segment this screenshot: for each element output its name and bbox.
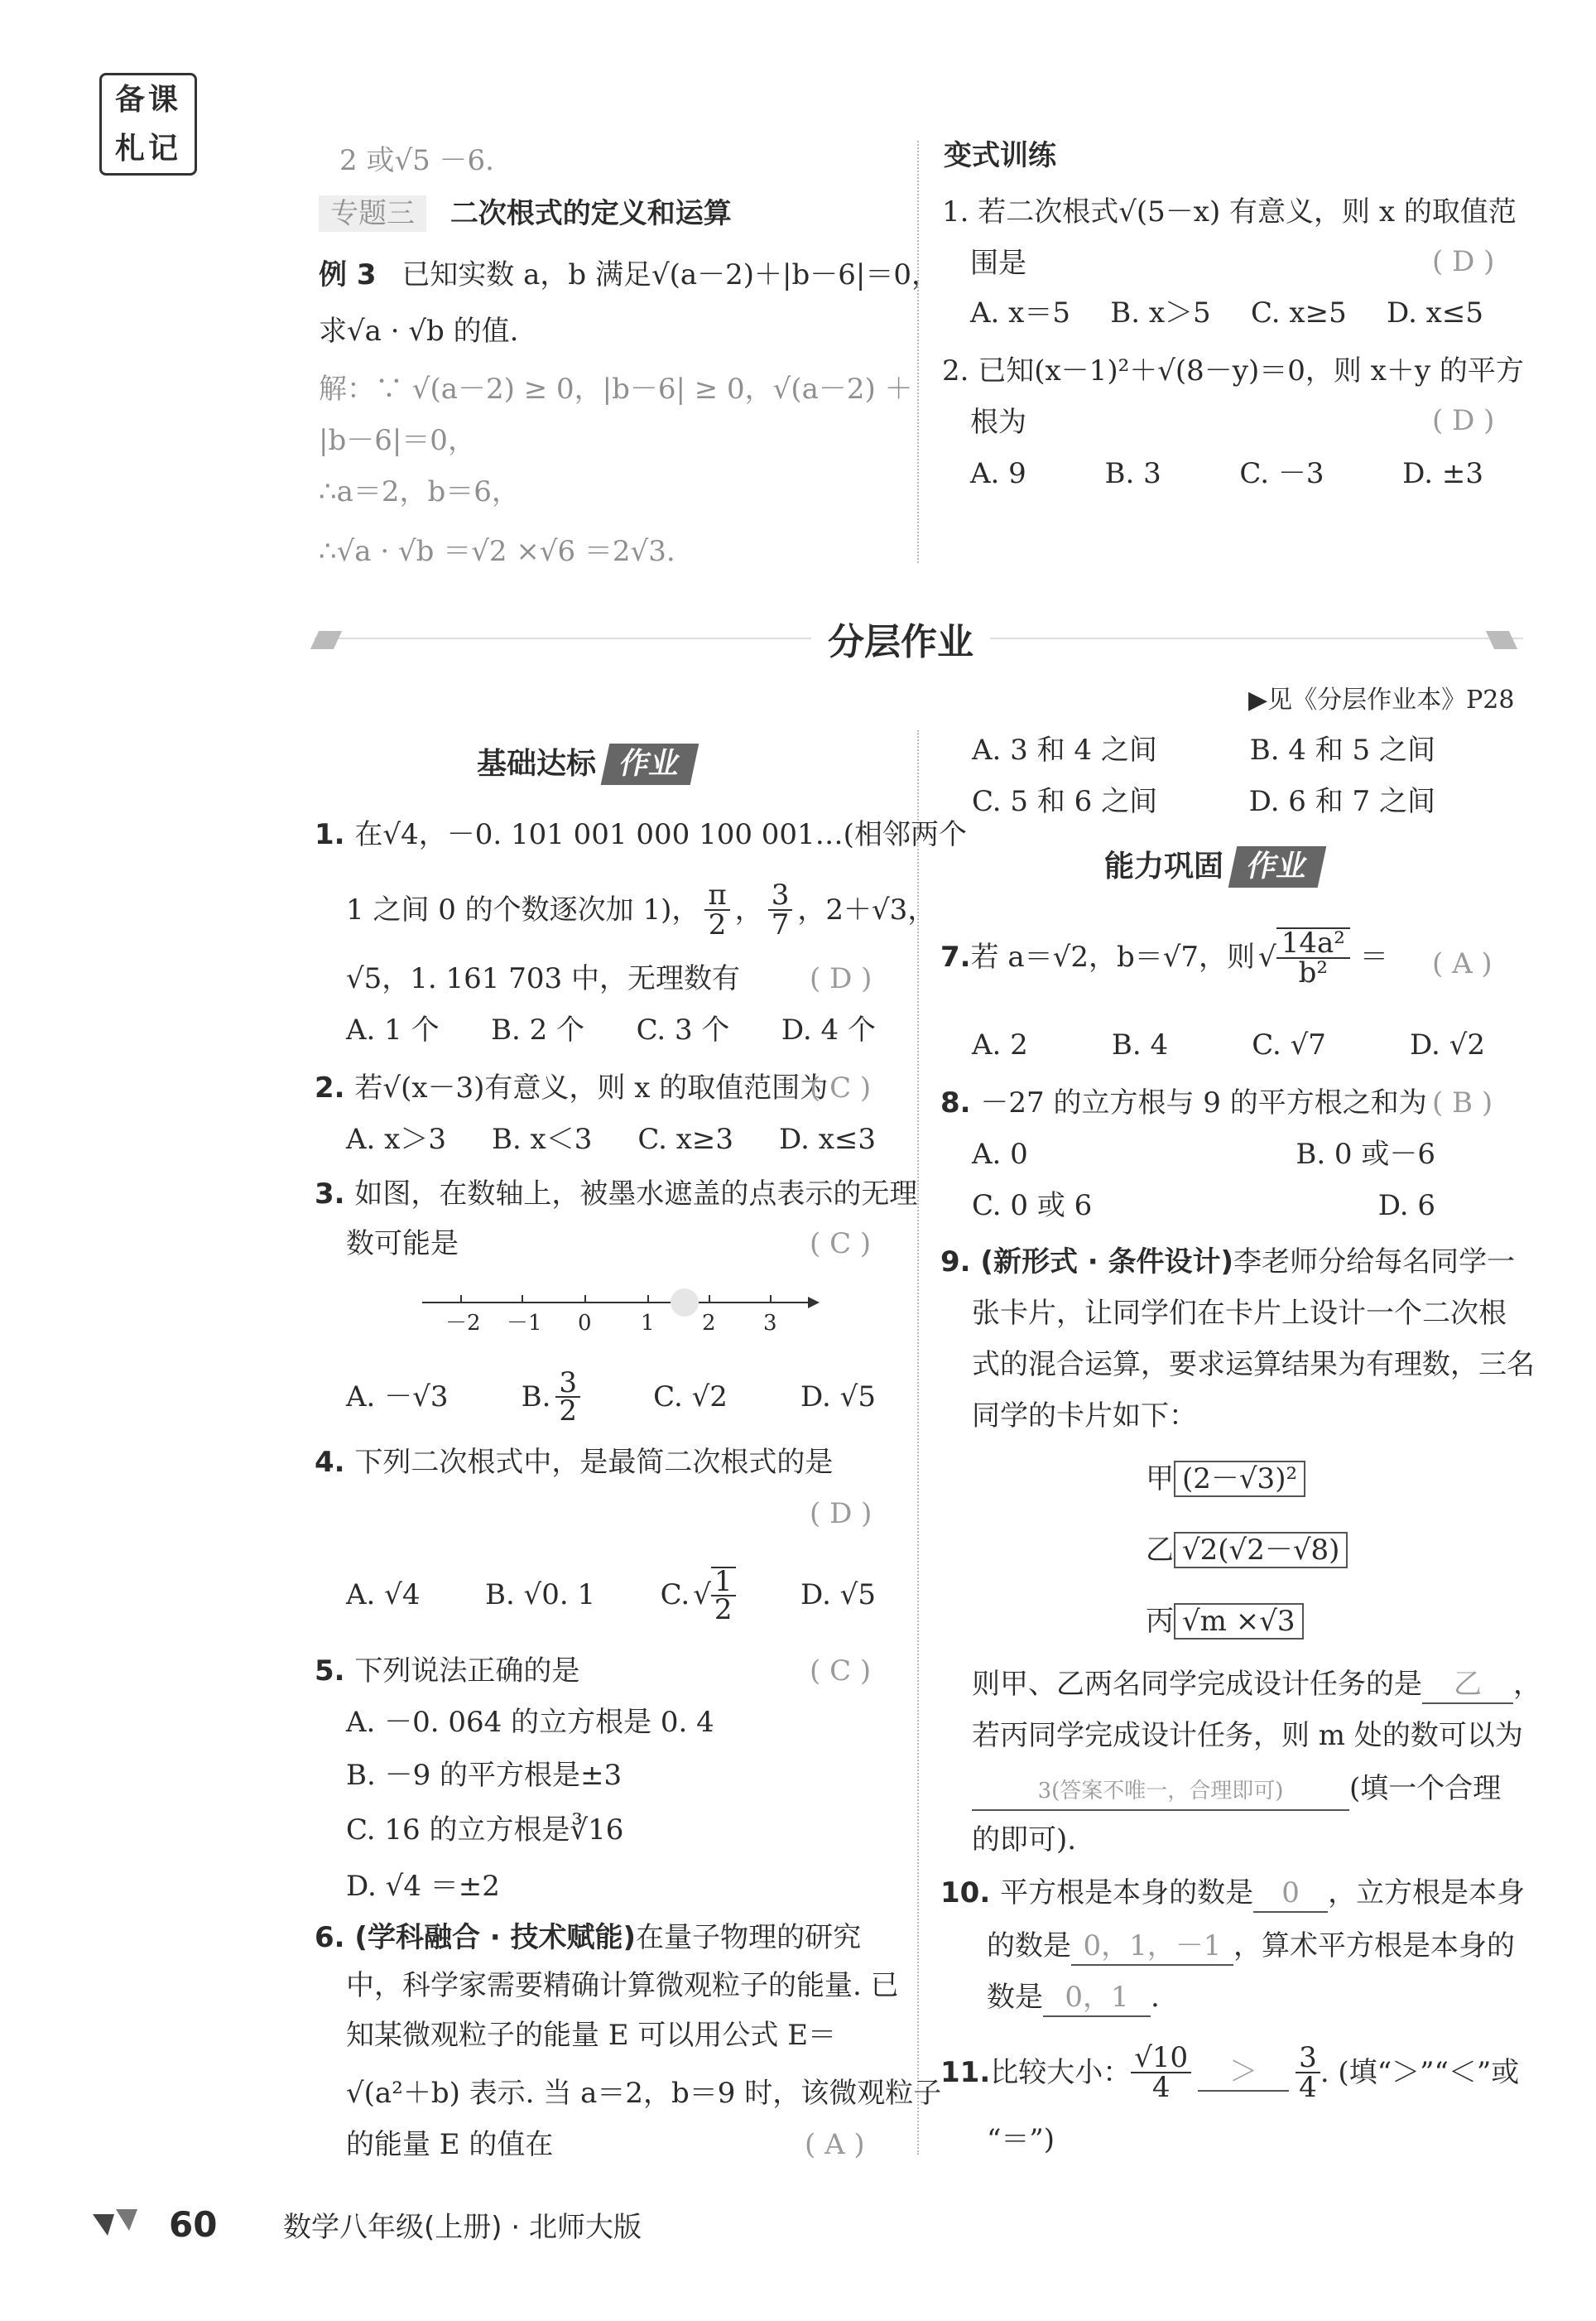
- q2-answer: ( C ): [810, 1071, 872, 1105]
- option-a: A. 3 和 4 之间: [972, 734, 1157, 767]
- q6-answer: ( A ): [805, 2128, 865, 2161]
- option-d: D. 6 和 7 之间: [1248, 785, 1435, 818]
- q9-line3: 式的混合运算，要求运算结果为有理数，三名: [972, 1348, 1535, 1381]
- band-right-mark-icon: [1486, 631, 1517, 649]
- q6-line3: 知某微观粒子的能量 E 可以用公式 E＝: [346, 2019, 837, 2052]
- variant-q2-options: [970, 455, 1483, 492]
- q6-tag: (学科融合 · 技术赋能): [354, 1921, 637, 1954]
- q10-text1: 平方根是本身的数是: [1000, 1876, 1254, 1909]
- q5-number: 5.: [315, 1654, 355, 1688]
- option-c: C. 0 或 6: [972, 1189, 1093, 1222]
- q1-answer: ( D ): [810, 962, 873, 995]
- q1-line1: [315, 816, 967, 853]
- variant-training-title: 变式训练: [944, 139, 1056, 172]
- q9-number: 9.: [940, 1245, 981, 1278]
- q6-number: 6.: [315, 1921, 355, 1954]
- card-bing: [1146, 1603, 1304, 1640]
- card-owner: 乙: [1146, 1534, 1174, 1567]
- q7-fraction: 14a² b²: [1276, 927, 1350, 987]
- q4-line: [315, 1444, 833, 1481]
- option-b: B. √0. 1: [484, 1578, 596, 1611]
- q5-option-c: C. 16 的立方根是∛16: [346, 1813, 624, 1847]
- option-c: C. √ 1 2: [661, 1567, 736, 1623]
- option-b: B. 3 2: [522, 1370, 580, 1424]
- q11-right-fraction: 3 4: [1296, 2044, 1320, 2102]
- q8-options-row1: [972, 1136, 1435, 1173]
- option-c: C. －3: [1239, 457, 1324, 490]
- q1-text: 在√4，－0. 101 001 000 100 001…(相邻两个: [354, 818, 967, 851]
- prev-answer-line: 2 或√5 －6.: [339, 144, 494, 177]
- q10-line1: [940, 1875, 1525, 1913]
- q10-line3: 数是 0，1 .: [987, 1979, 1160, 2017]
- card-owner: 甲: [1146, 1462, 1174, 1495]
- tick-mark: [460, 1295, 462, 1303]
- example-3-line1: [319, 257, 940, 293]
- frac-3-over-7: 3 7: [768, 881, 793, 939]
- q5-line: [315, 1653, 579, 1689]
- number-line: [422, 1285, 820, 1343]
- variant-q1-options: [970, 295, 1483, 331]
- q10-answer-2: 0，1，－1: [1071, 1928, 1233, 1966]
- variant-q2-answer: ( D ): [1432, 404, 1495, 437]
- solution-line1: 解：∵ √(a－2) ≥ 0，|b－6| ≥ 0，√(a－2) ＋: [319, 373, 913, 406]
- q4-answer: ( D ): [810, 1497, 873, 1530]
- option-d: D. √5: [800, 1578, 876, 1611]
- q10-answer-3: 0，1: [1043, 1979, 1151, 2017]
- q11-line1: [940, 2041, 1520, 2104]
- q3-answer: ( C ): [810, 1227, 872, 1260]
- q4-options: [346, 1565, 876, 1626]
- q9-answer-2: 3(答案不唯一，合理即可): [972, 1773, 1349, 1811]
- variant-q1-answer: ( D ): [1432, 245, 1495, 278]
- basic-header-tag: 作业: [601, 744, 699, 785]
- ability-header-tag: 作业: [1228, 846, 1327, 888]
- option-a: A. 9: [970, 457, 1026, 490]
- q8-line: [940, 1085, 1427, 1121]
- option-c: C. x≥5: [1251, 296, 1347, 330]
- q2-options: [346, 1121, 876, 1158]
- q2-number: 2.: [315, 1071, 355, 1105]
- q10-line2: [987, 1928, 1515, 1966]
- q9-line2: 张卡片，让同学们在卡片上设计一个二次根: [972, 1297, 1507, 1330]
- variant-q2-line1: 2. 已知(x－1)²＋√(8－y)＝0，则 x＋y 的平方: [942, 354, 1524, 388]
- option-d: D. 6: [1377, 1189, 1435, 1222]
- q5-option-a: A. －0. 064 的立方根是 0. 4: [346, 1706, 714, 1739]
- q9-line7: [972, 1770, 1501, 1811]
- band-left-mark-icon: [310, 631, 342, 649]
- example-3-line2: 求√a · √b 的值.: [319, 315, 519, 348]
- card-expression: √m ×√3: [1174, 1603, 1304, 1640]
- q11-line2: “＝”): [987, 2123, 1055, 2156]
- q1-number: 1.: [315, 818, 355, 851]
- q7-text: 若 a＝√2，b＝√7，则: [970, 941, 1256, 974]
- q3-line1: [315, 1176, 917, 1212]
- q3-text: 如图，在数轴上，被墨水遮盖的点表示的无理: [354, 1177, 918, 1211]
- q3-number: 3.: [315, 1177, 355, 1211]
- q5-answer: ( C ): [810, 1654, 872, 1688]
- arrow-right-icon: [808, 1297, 820, 1308]
- option-a: A. 2: [972, 1028, 1028, 1062]
- q9-line4: 同学的卡片如下：: [972, 1399, 1197, 1433]
- option-a: A. √4: [346, 1578, 421, 1611]
- q11-number: 11.: [940, 2056, 991, 2089]
- q9-text: 李老师分给每名同学一: [1233, 1245, 1516, 1278]
- basic-header-title: 基础达标: [477, 747, 597, 781]
- option-a: A. x＝5: [970, 296, 1070, 330]
- q5-option-d: D. √4 ＝±2: [346, 1870, 500, 1903]
- q11-answer: ＞: [1198, 2054, 1289, 2092]
- card-yi: [1146, 1532, 1348, 1568]
- solution-line3: ∴a＝2，b＝6，: [319, 475, 520, 508]
- footer-ornament-icon: [89, 2206, 139, 2239]
- q10-text2-tail: ，算术平方根是本身的: [1233, 1929, 1515, 1962]
- solution-line2: |b－6|＝0，: [319, 424, 476, 457]
- card-owner: 丙: [1146, 1605, 1174, 1638]
- q10-text3: 数是: [987, 1981, 1043, 2014]
- q9-line5: 则甲、乙两名同学完成设计任务的是 乙 ，: [972, 1666, 1541, 1704]
- ability-header-title: 能力巩固: [1104, 850, 1224, 884]
- tick-mark: [709, 1295, 710, 1303]
- topic-title: 二次根式的定义和运算: [449, 197, 732, 230]
- q6-line5: 的能量 E 的值在: [346, 2128, 554, 2161]
- solution-line4: ∴√a · √b ＝√2 ×√6 ＝2√3.: [319, 535, 675, 568]
- option-a: A. 1 个: [346, 1014, 440, 1047]
- variant-q1-line2: 围是: [970, 247, 1026, 280]
- option-a: A. －√3: [346, 1380, 449, 1413]
- q10-text1-tail: ，立方根是本身: [1328, 1876, 1526, 1909]
- q9-line8: 的即可).: [972, 1823, 1077, 1856]
- q10-text2: 的数是: [987, 1929, 1071, 1962]
- q6-line2: 中，科学家需要精确计算微观粒子的能量. 已: [346, 1969, 899, 2002]
- notes-stamp: [99, 73, 197, 176]
- card-jia: [1146, 1461, 1305, 1497]
- tick-mark: [647, 1295, 649, 1303]
- stamp-row-1: 备课: [114, 82, 182, 117]
- q1-text2-tail: ，2＋√3，: [797, 893, 936, 927]
- q11-left-fraction: √10 4: [1131, 2044, 1191, 2102]
- tick-label: －1: [507, 1311, 542, 1336]
- option-a: A. 0: [972, 1138, 1028, 1171]
- ability-header: [1104, 846, 1322, 888]
- q9-line1: [940, 1244, 1515, 1280]
- q8-text: －27 的立方根与 9 的平方根之和为: [980, 1086, 1427, 1120]
- frac-pi-over-2: π 2: [704, 881, 729, 939]
- q4-number: 4.: [315, 1446, 355, 1479]
- example-label: 例 3: [319, 258, 377, 291]
- option-d: D. x≤3: [779, 1123, 876, 1156]
- q6-text: 在量子物理的研究: [636, 1921, 862, 1954]
- option-d: D. √5: [800, 1380, 876, 1413]
- page-number: 60: [169, 2204, 218, 2245]
- example-text: 已知实数 a，b 满足√(a－2)＋|b－6|＝0，: [401, 258, 940, 291]
- option-d: D. 4 个: [781, 1014, 876, 1047]
- tick-label: －2: [445, 1311, 481, 1336]
- option-b: B. 2 个: [491, 1014, 585, 1047]
- option-d: D. ±3: [1402, 457, 1483, 490]
- section-title: 分层作业: [811, 619, 990, 666]
- q9-line6: 若丙同学完成设计任务，则 m 处的数可以为: [972, 1719, 1523, 1752]
- tick-label: 1: [641, 1311, 655, 1336]
- option-b: B. 4: [1111, 1028, 1169, 1062]
- q9-text7-tail: (填一个合理: [1349, 1772, 1502, 1805]
- q5-option-b: B. －9 的平方根是±3: [346, 1759, 623, 1792]
- q6-line1: [315, 1919, 861, 1956]
- tick-label: 0: [578, 1311, 592, 1336]
- ink-blot: [671, 1288, 699, 1317]
- option-b: B. 0 或－6: [1296, 1138, 1435, 1171]
- card-expression: √2(√2－√8): [1174, 1532, 1348, 1568]
- option-b: B. 4 和 5 之间: [1249, 734, 1435, 767]
- q11-text: 比较大小：: [990, 2056, 1132, 2089]
- variant-q2-line2: 根为: [970, 406, 1026, 439]
- option-d: D. √2: [1410, 1028, 1485, 1062]
- number-line-axis: [422, 1302, 811, 1303]
- q1-line3: √5，1. 161 703 中，无理数有: [346, 962, 740, 995]
- q1-options: [346, 1012, 876, 1048]
- option-b: B. x＜3: [491, 1123, 593, 1156]
- card-expression: (2－√3)²: [1174, 1461, 1305, 1497]
- column-divider-bottom: [917, 730, 919, 2155]
- option-c: C. 3 个: [636, 1014, 730, 1047]
- q8-options-row2: [972, 1187, 1435, 1224]
- q10-number: 10.: [940, 1876, 1001, 1909]
- tick-mark: [584, 1295, 586, 1303]
- variant-q1-line1: 1. 若二次根式√(5－x) 有意义，则 x 的取值范: [942, 195, 1517, 229]
- q3-line2: 数可能是: [346, 1227, 459, 1260]
- book-title: 数学八年级(上册) · 北师大版: [283, 2211, 642, 2244]
- q7-line: 7. 若 a＝√2，b＝√7，则 √ 14a² b² ＝: [940, 927, 1388, 990]
- option-c: C. √7: [1252, 1028, 1326, 1062]
- q5-text: 下列说法正确的是: [354, 1654, 580, 1688]
- q2-text: 若√(x－3)有意义，则 x 的取值范围为: [354, 1071, 829, 1105]
- q1-line2: 1 之间 0 的个数逐次加 1)， π 2 ， 3 7 ，2＋√3，: [346, 879, 936, 941]
- q7-number: 7.: [940, 941, 971, 974]
- stamp-row-2: 札记: [114, 131, 182, 166]
- q9-answer-1: 乙: [1422, 1666, 1513, 1704]
- workbook-reference: ▶见《分层作业本》P28: [1248, 686, 1515, 715]
- q7-answer: ( A ): [1432, 947, 1493, 980]
- option-d: D. x≤5: [1387, 296, 1483, 330]
- q9-text5: 则甲、乙两名同学完成设计任务的是: [972, 1668, 1422, 1701]
- q8-number: 8.: [940, 1086, 981, 1120]
- option-c: C. 5 和 6 之间: [972, 785, 1158, 818]
- q6-options-row2: [972, 783, 1435, 820]
- option-c: C. √2: [653, 1380, 728, 1413]
- option-c: C. x≥3: [637, 1123, 734, 1156]
- q10-answer-1: 0: [1253, 1875, 1328, 1913]
- q4-text: 下列二次根式中，是最简二次根式的是: [354, 1446, 834, 1479]
- basic-header: [477, 744, 695, 785]
- q11-tail: . (填“＞”“＜”或: [1320, 2056, 1520, 2089]
- q6-options-row1: [972, 732, 1435, 768]
- topic-header: [319, 195, 732, 232]
- option-a: A. x＞3: [346, 1123, 446, 1156]
- q8-answer: ( B ): [1432, 1086, 1493, 1120]
- tick-mark: [522, 1295, 523, 1303]
- column-divider-top: [917, 141, 919, 563]
- q7-options: [972, 1027, 1485, 1063]
- q1-text2: 1 之间 0 的个数逐次加 1)，: [346, 893, 700, 927]
- tick-label: 3: [763, 1311, 777, 1336]
- q6-line4: √(a²＋b) 表示. 当 a＝2，b＝9 时，该微观粒子: [346, 2077, 942, 2110]
- q3-options: [346, 1366, 876, 1428]
- option-b: B. x＞5: [1110, 296, 1211, 330]
- tick-mark: [770, 1295, 772, 1303]
- topic-label: 专题三: [319, 195, 426, 232]
- q2-line: [315, 1070, 828, 1106]
- q9-tag: (新形式 · 条件设计): [980, 1245, 1234, 1278]
- option-b: B. 3: [1104, 457, 1161, 490]
- tick-label: 2: [702, 1311, 716, 1336]
